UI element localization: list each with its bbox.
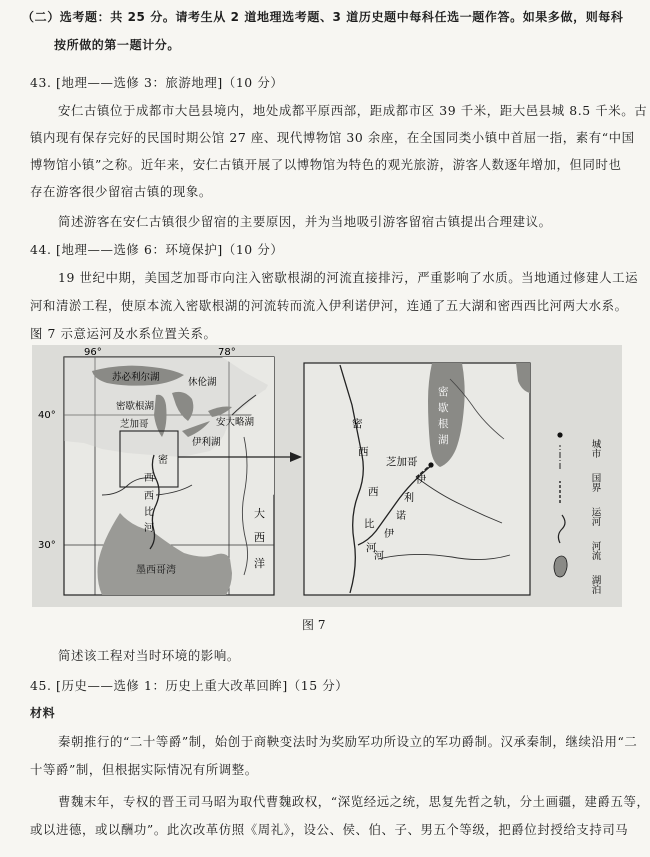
q43-header: 43. [地理——选修 3：旅游地理]（10 分） [30,75,284,90]
right-river-left-char-5: 河 [366,542,377,554]
lat-label-30: 30° [38,540,56,551]
legend-label-canal: 运河 [589,507,601,526]
left-river-char-3: 西 [144,491,154,502]
legend-label-city: 城市 [589,439,601,458]
right-lake-char-3: 根 [438,418,449,430]
label-lake-ontario: 安大略湖 [216,417,255,428]
q45-para2-line-2: 或以进德，或以酬功”。此次改革仿照《周礼》，设公、侯、伯、子、男五个等级，把爵位封授给支持司马 [30,822,629,837]
q44-para-line-2: 河和清淤工程，使原本流入密歇根湖的河流转而流入伊利诺伊河，连通了五大湖和密西西比河两大水系。 [30,298,628,313]
q43-para-line-4: 存在游客很少留宿古镇的现象。 [30,184,212,199]
right-river-left-char-4: 比 [364,518,375,530]
label-lake-superior: 苏必利尔湖 [112,372,160,383]
q45-material-label: 材料 [30,706,56,720]
right-river-left-char-2: 西 [358,446,369,458]
section-header-line-2: 按所做的第一题计分。 [54,38,181,52]
q44-para-line-1: 19 世纪中期，美国芝加哥市向注入密歇根湖的河流直接排污，严重影响了水质。当地通过修建人工运 [58,270,639,285]
legend-symbol-river [558,515,565,543]
chicago-dot-icon [428,462,433,467]
right-river-right-char-1: 伊 [416,475,426,486]
map-legend-labels [590,438,602,595]
label-lake-michigan: 密歇根湖 [116,401,155,412]
label-lake-erie: 伊利湖 [192,437,221,448]
legend-label-lake: 湖泊 [589,575,601,594]
q45-para1-line-2: 十等爵”制，但根据实际情况有所调整。 [30,762,258,777]
left-river-char-5: 河 [144,523,154,534]
label-lake-huron: 休伦湖 [188,377,217,388]
figure-7-maps [32,345,622,607]
q43-para-line-3: 博物馆小镇”之称。近年来，安仁古镇开展了以博物馆为特色的观光旅游，游客人数逐年增加，但同时也 [30,157,622,172]
label-gulf-of-mexico: 墨西哥湾 [136,565,176,576]
left-river-char-4: 比 [144,507,154,518]
q45-para2-line-1: 曹魏末年，专权的晋王司马昭为取代曹魏政权，“深览经远之统，思复先哲之轨，分土画疆，建爵五等， [58,794,650,809]
left-map [38,347,302,595]
q43-para-line-2: 镇内现有保存完好的民国时期公馆 27 座、现代博物馆 30 余座，在全国同类小镇中首屈一指，素有“中国 [30,130,635,145]
ocean-char-2: 西 [254,531,265,544]
right-river-left-char-3: 西 [368,486,379,498]
left-river-char-1: 密 [158,455,168,466]
right-river-left-char-1: 密 [352,418,363,430]
q44-header: 44. [地理——选修 6：环境保护]（10 分） [30,242,284,257]
legend-symbol-city [557,432,562,437]
right-river-right-char-4: 伊 [384,529,394,540]
lon-label-78: 78° [218,347,236,358]
legend-label-river: 河流 [589,541,601,560]
q44-para-line-3: 图 7 示意运河及水系位置关系。 [30,326,217,341]
legend-symbol-lake [554,556,567,577]
q44-question: 简述该工程对当时环境的影响。 [58,648,240,663]
right-river-right-char-2: 利 [404,493,414,504]
q45-para1-line-1: 秦朝推行的“二十等爵”制，始创于商鞅变法时为奖励军功所设立的军功爵制。汉承秦制，继续沿用“二 [58,734,638,749]
right-map [304,363,530,595]
right-river-right-char-3: 诺 [396,511,406,522]
ocean-char-1: 大 [254,507,265,520]
right-lake-char-4: 湖 [438,434,449,446]
legend-label-border: 国界 [589,473,601,492]
right-river-right-char-5: 河 [374,551,384,562]
q43-para-line-1: 安仁古镇位于成都市大邑县境内，地处成都平原西部，距成都市区 39 千米，距大邑县城 8.5 千米。古 [58,103,648,118]
map-legend [554,432,567,577]
label-chicago-right: 芝加哥 [386,456,418,468]
section-header-line-1: （二）选考题：共 25 分。请考生从 2 道地理选考题、3 道历史题中每科任选一题作答。如果多做，则每科 [22,10,624,24]
figure-caption: 图 7 [302,618,326,632]
right-lake-char-1: 密 [438,386,449,398]
right-lake-char-2: 歇 [438,402,449,414]
left-river-char-2: 西 [144,473,154,484]
ocean-char-3: 洋 [254,557,265,570]
q45-header: 45. [历史——选修 1：历史上重大改革回眸]（15 分） [30,678,349,693]
lon-label-96: 96° [84,347,102,358]
arrow-icon [290,452,302,462]
q43-question: 简述游客在安仁古镇很少留宿的主要原因，并为当地吸引游客留宿古镇提出合理建议。 [58,214,552,229]
label-chicago-left: 芝加哥 [120,419,149,430]
lat-label-40: 40° [38,410,56,421]
